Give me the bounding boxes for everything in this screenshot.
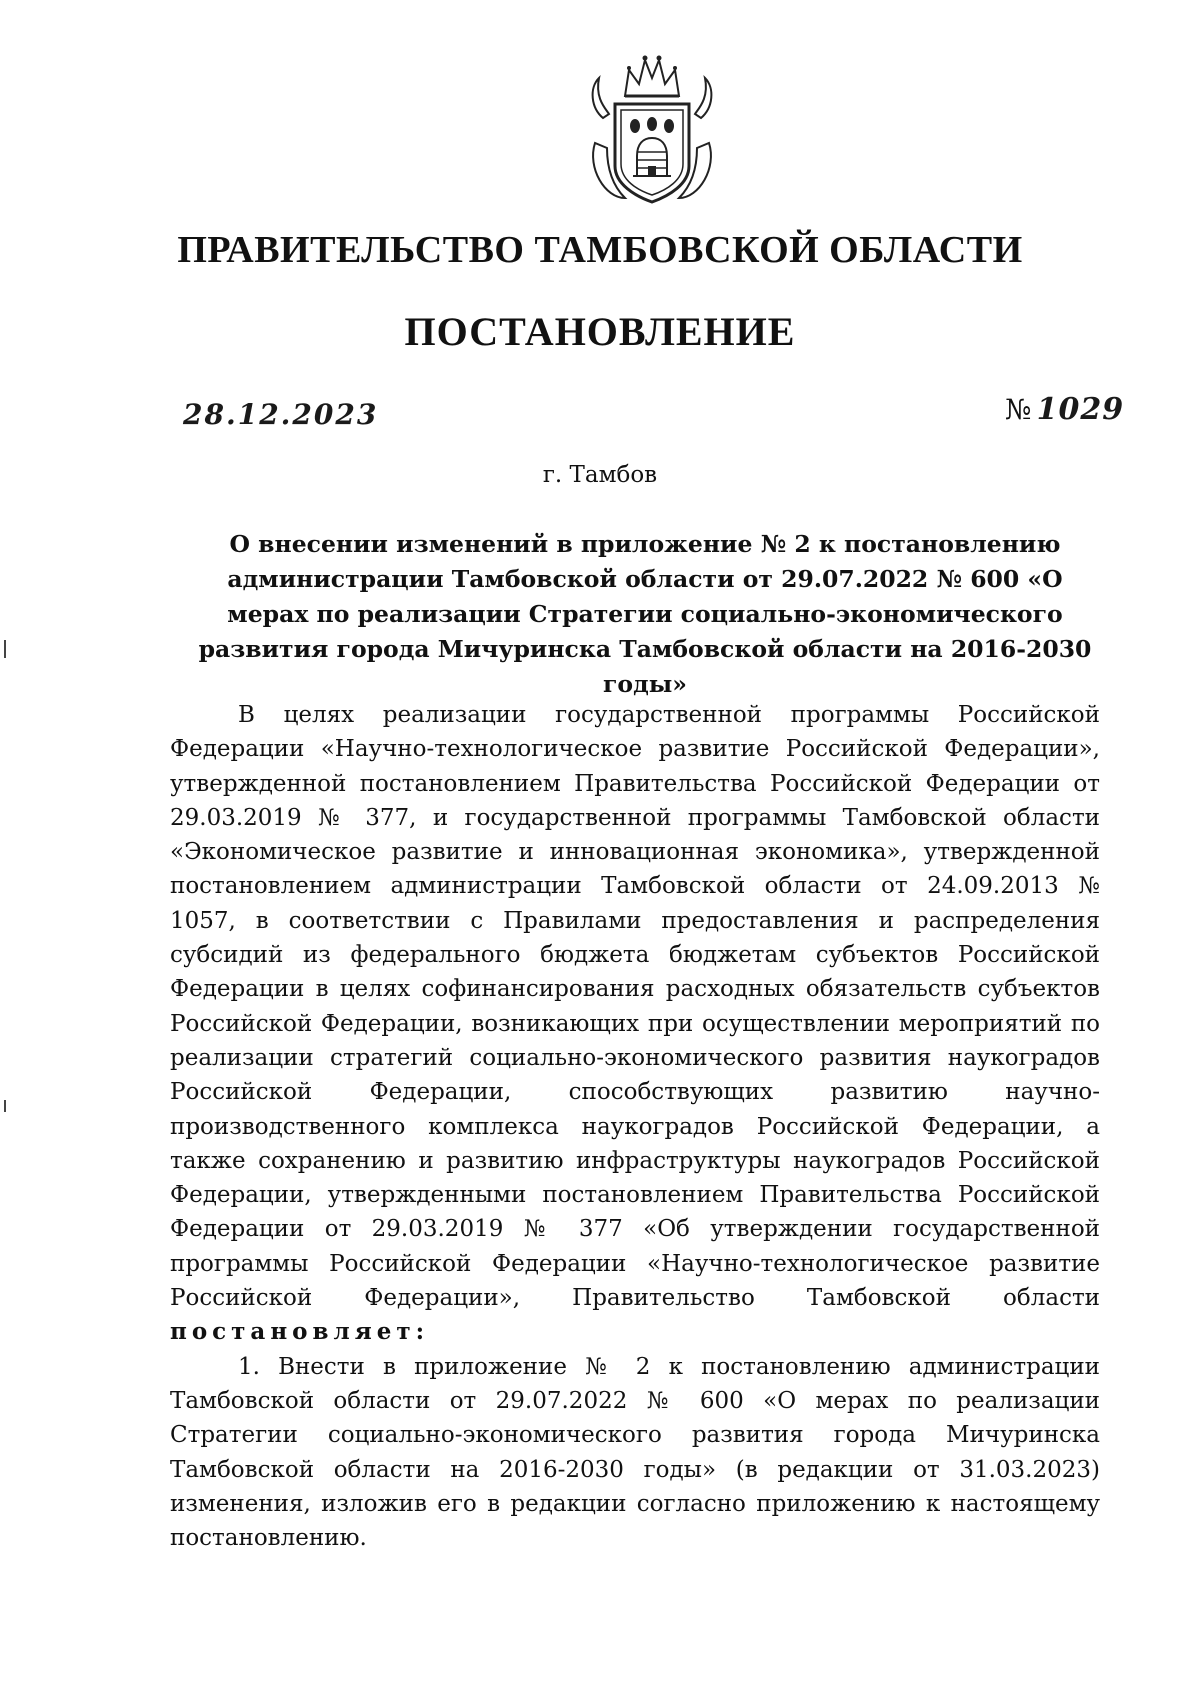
item-1-paragraph: 1. Внести в приложение № 2 к постановлению администрации Тамбовской области от 29.07.2022 № 600 «О мерах по реализации Стратегии социально-экономического развития города Мичуринска Тамбовской области на 2016-2030 годы» (в редакции от 31.03.2023) изменения, изложив его в редакции согласно приложению к настоящему постановлению.: [170, 1353, 1100, 1552]
document-body: [170, 698, 1100, 1555]
resolves-colon: :: [415, 1318, 430, 1346]
preamble-paragraph: [170, 698, 1100, 1350]
document-date: 28.12.2023: [183, 398, 379, 431]
number-value: 1029: [1036, 392, 1125, 427]
document-number: [1005, 392, 1124, 427]
resolves-word: постановляет: [170, 1318, 416, 1346]
scan-margin-mark: [4, 640, 6, 658]
tambov-coat-of-arms-icon: [585, 48, 719, 208]
doc-type-title: ПОСТАНОВЛЕНИЕ: [404, 309, 796, 354]
document-subject: О внесении изменений в приложение № 2 к постановлению администрации Тамбовской области от 29.07.2022 № 600 «О мерах по реализации Стратегии социально-экономического развития города Мичуринска Тамбовской области на 2016-2030 годы»: [198, 530, 1092, 698]
number-sign: №: [1005, 393, 1032, 426]
city: г. Тамбов: [542, 462, 658, 488]
scan-margin-mark: [4, 1100, 6, 1112]
org-title: ПРАВИТЕЛЬСТВО ТАМБОВСКОЙ ОБЛАСТИ: [177, 229, 1023, 271]
preamble-text: В целях реализации государственной программы Российской Федерации «Научно-технологическое развитие Российской Федерации», утвержденной постановлением Правительства Российской Федерации от 29.03.2019 № 377, и государственной программы Тамбовской области «Экономическое развитие и инновационная экономика», утвержденной постановлением администрации Тамбовской области от 24.09.2013 № 1057, в соответствии с Правилами предоставления и распределения субсидий из федерального бюджета бюджетам субъектов Российской Федерации в целях софинансирования расходных обязательств субъектов Российской Федерации, возникающих при осуществлении мероприятий по реализации стратегий социально-экономического развития наукоградов Российской Федерации, способствующих развитию научно-производственного комплекса наукоградов Российской Федерации, а также сохранению и развитию инфраструктуры наукоградов Российской Федерации, утвержденными постановлением Правительства Российской Федерации от 29.03.2019 № 377 «Об утверждении государственной программы Российской Федерации «Научно-технологическое развитие Российской Федерации», Правительство Тамбовской области: [170, 702, 1100, 1312]
